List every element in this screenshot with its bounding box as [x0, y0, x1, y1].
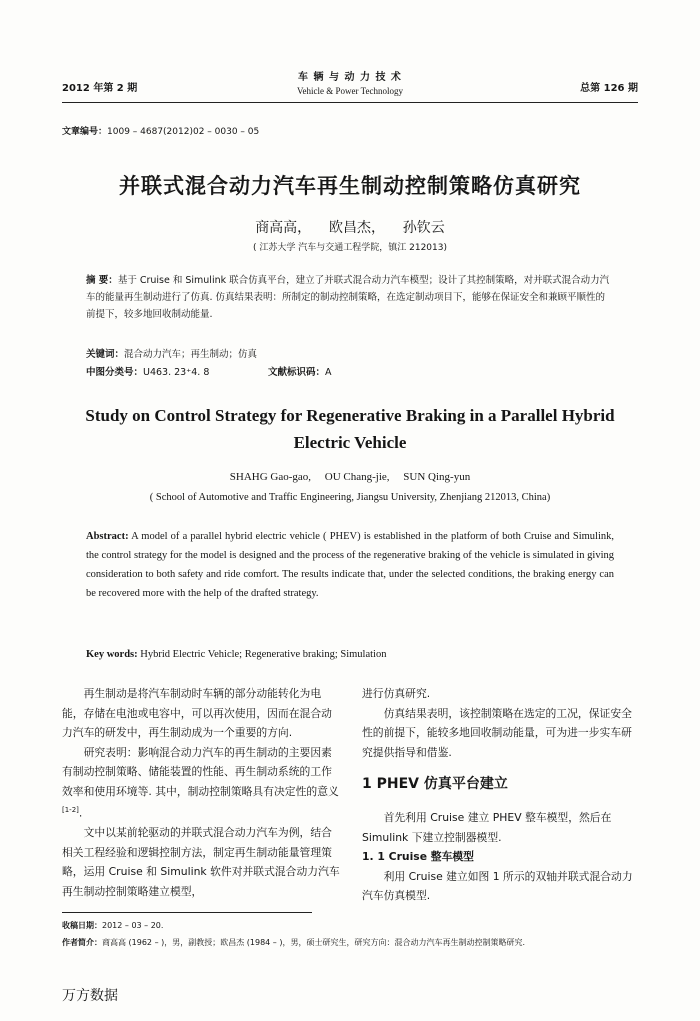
- article-number-value: 1009 – 4687(2012)02 – 0030 – 05: [107, 127, 260, 137]
- watermark: 万方数据: [62, 988, 118, 1004]
- section-heading-1: 1 PHEV 仿真平台建立: [362, 776, 508, 792]
- authors-cn: 商高高， 欧昌杰， 孙钦云: [255, 220, 445, 236]
- issue-right: 总第 126 期: [580, 83, 638, 94]
- keywords-en: [86, 645, 386, 664]
- body-text: .: [78, 806, 83, 820]
- authors-en: SHAHG Gao-gao, OU Chang-jie, SUN Qing-yun: [229, 471, 471, 483]
- author-bio-label: 作者简介：: [62, 938, 102, 947]
- body-paragraph: 首先利用 Cruise 建立 PHEV 整车模型，然后在 Simulink 下建立控制器模型.: [362, 811, 612, 844]
- document-code-value: A: [325, 367, 332, 378]
- abstract-cn-label: 摘 要：: [86, 275, 118, 286]
- keywords-cn: [86, 346, 257, 363]
- article-number: [62, 124, 259, 137]
- affiliation-en: ( School of Automotive and Traffic Engineering, Jiangsu University, Zhenjiang 212013, China): [149, 492, 551, 503]
- issue-left: 2012 年第 2 期: [62, 83, 138, 94]
- received-date: [62, 920, 163, 931]
- abstract-cn-text: 基于 Cruise 和 Simulink 联合仿真平台，建立了并联式混合动力汽车模型；设计了其控制策略，对并联式混合动力汽车的能量再生制动进行了仿真. 仿真结果表明：所制定的制动控制策略，在选定制动项目下，能够在保证安全和兼顾平顺性的前提下，较多地回收制动能量.: [86, 275, 610, 320]
- article-number-label: 文章编号：: [62, 127, 108, 137]
- subsection-heading-1-1: 1. 1 Cruise 整车模型: [362, 850, 474, 863]
- body-right-column: [362, 684, 638, 906]
- document-code-label: 文献标识码：: [268, 367, 326, 378]
- received-value: 2012 – 03 – 20.: [102, 921, 164, 930]
- abstract-en: [86, 527, 614, 603]
- keywords-en-text: Hybrid Electric Vehicle; Regenerative braking; Simulation: [137, 649, 387, 660]
- journal-title-cn: 车 辆 与 动 力 技 术: [298, 72, 402, 83]
- body-paragraph: [62, 743, 340, 824]
- body-paragraph: 再生制动是将汽车制动时车辆的部分动能转化为电能，存储在电池或电容中，可以再次使用，因而在混合动力汽车的研发中，再生制动成为一个重要的方向.: [62, 687, 332, 739]
- abstract-en-text: A model of a parallel hybrid electric vehicle ( PHEV) is established in the platform of both Cruise and Simulink, the control strategy for the model is designed and the process of the regenerative braking of the vehicle is simulated in giving consideration to both safety and ride comfort. The results indicate that, under the selected conditions, the braking energy can be recovered more with the help of the drafted strategy.: [86, 531, 614, 599]
- body-paragraph: 文中以某前轮驱动的并联式混合动力汽车为例，结合相关工程经验和逻辑控制方法，制定再生制动能量管理策略，运用 Cruise 和 Simulink 软件对并联式混合动力汽车再生制动控制策略建立模型，: [62, 826, 340, 898]
- classification-number: [86, 364, 209, 381]
- classification-value: U463. 23⁺4. 8: [143, 367, 210, 378]
- keywords-cn-text: 混合动力汽车；再生制动；仿真: [124, 349, 258, 360]
- citation: [1-2]: [62, 806, 79, 814]
- classification-label: 中图分类号：: [86, 367, 144, 378]
- body-text: 研究表明：影响混合动力汽车的再生制动的主要因素有制动控制策略、储能装置的性能、再生制动系统的工作效率和使用环境等. 其中，制动控制策略具有决定性的意义: [62, 745, 339, 798]
- keywords-en-label: Key words:: [86, 649, 138, 660]
- keywords-cn-label: 关键词：: [86, 349, 125, 360]
- footnote-rule: [62, 912, 312, 913]
- document-code: [268, 364, 332, 381]
- affiliation-cn: ( 江苏大学 汽车与交通工程学院，镇江 212013): [253, 243, 447, 253]
- received-label: 收稿日期：: [62, 921, 102, 930]
- abstract-en-label: Abstract:: [86, 531, 129, 542]
- author-bio: [62, 937, 642, 948]
- body-left-column: [62, 684, 340, 901]
- title-en: Study on Control Strategy for Regenerative Braking in a Parallel Hybrid Electric Vehicle: [85, 406, 615, 452]
- abstract-cn: [86, 272, 614, 323]
- header-rule: [62, 102, 638, 103]
- body-paragraph: 利用 Cruise 建立如图 1 所示的双轴并联式混合动力汽车仿真模型.: [362, 869, 633, 902]
- author-bio-text: 商高高 (1962 – )，男，副教授；欧昌杰 (1984 – )，男，硕士研究生，研究方向：混合动力汽车再生制动控制策略研究.: [102, 938, 525, 947]
- journal-title-en: Vehicle & Power Technology: [297, 86, 403, 96]
- body-paragraph: 仿真结果表明，该控制策略在选定的工况，保证安全性的前提下，能较多地回收制动能量，可为进一步实车研究提供指导和借鉴.: [362, 706, 632, 759]
- body-paragraph: 进行仿真研究.: [362, 687, 431, 700]
- title-cn: 并联式混合动力汽车再生制动控制策略仿真研究: [119, 174, 581, 198]
